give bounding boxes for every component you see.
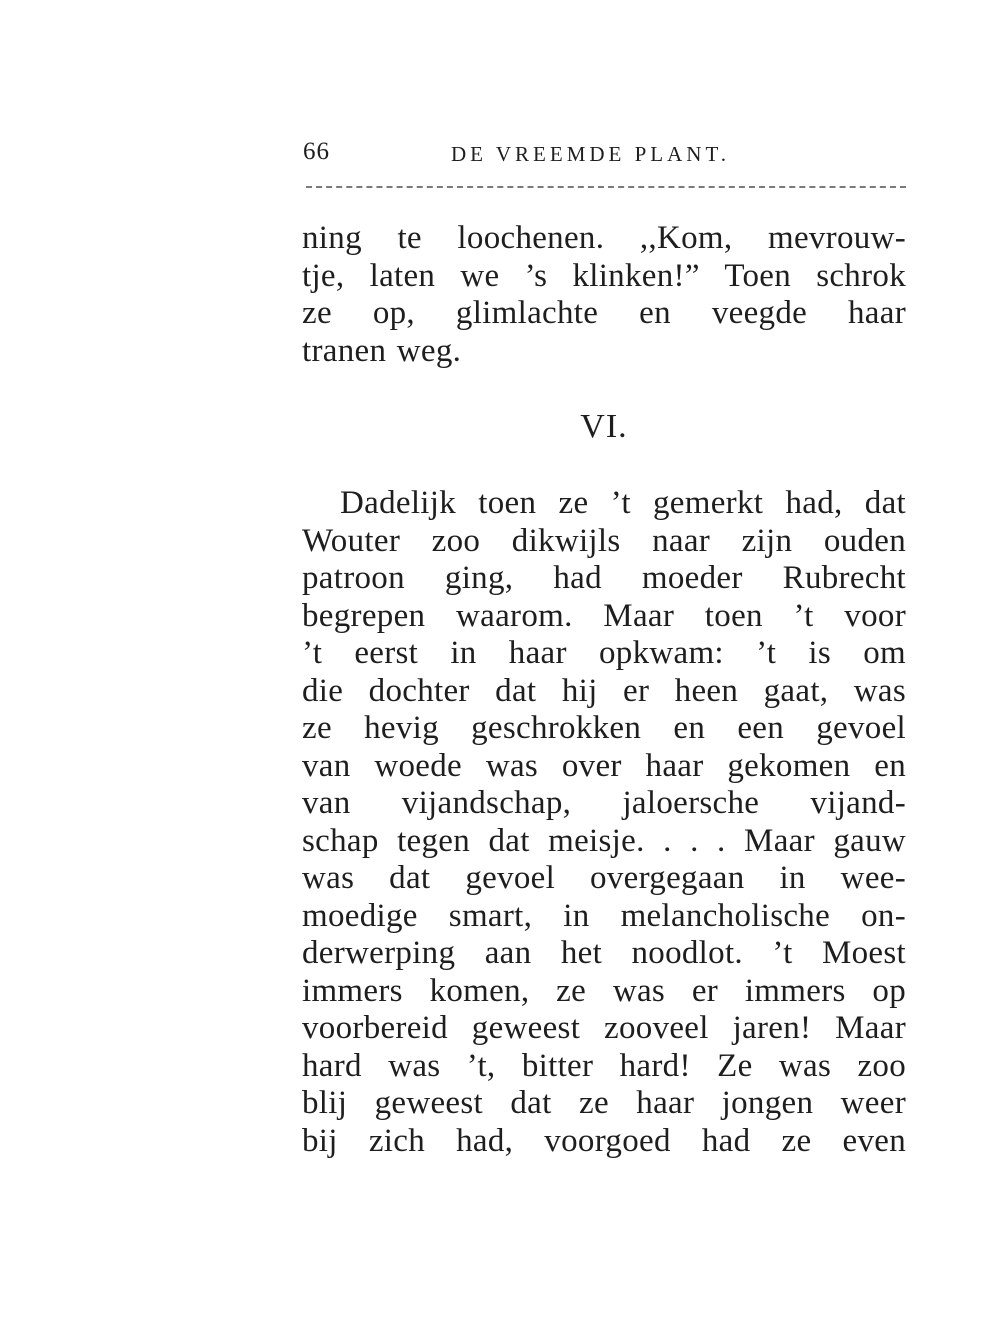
text-line: moedige smart, in melancholische on- [302, 897, 906, 934]
text-line: tranen weg. [302, 332, 462, 369]
text-line: schap tegen dat meisje. . . . Maar gauw [302, 822, 906, 859]
text-line: ning te loochenen. ,,Kom, mevrouw- [302, 220, 906, 256]
page-number: 66 [303, 138, 330, 165]
text-line: immers komen, ze was er immers op [302, 972, 906, 1009]
text-line: blij geweest dat ze haar jongen weer [302, 1085, 906, 1121]
text-line: die dochter dat hij er heen gaat, was [302, 672, 906, 709]
page-header [303, 138, 905, 174]
paragraph-continued [302, 220, 906, 370]
text-line: ze hevig geschrokken en een gevoel [302, 710, 906, 746]
chapter-heading: VI. [580, 408, 628, 445]
text-line: derwerping aan het noodlot. ’t Moest [302, 935, 906, 971]
text-line: ’t eerst in haar opkwam: ’t is om [302, 635, 906, 671]
header-rule [306, 186, 906, 188]
text-line: van woede was over haar gekomen en [302, 747, 906, 784]
paragraph-chapter-start [302, 485, 906, 1160]
text-line: Wouter zoo dikwijls naar zijn ouden [302, 522, 906, 559]
text-line: van vijandschap, jaloersche vijand- [302, 785, 906, 821]
text-line: patroon ging, had moeder Rubrecht [302, 560, 906, 596]
text-line: voorbereid geweest zooveel jaren! Maar [302, 1010, 906, 1046]
text-line: ze op, glimlachte en veegde haar [302, 295, 906, 331]
text-line: begrepen waarom. Maar toen ’t voor [302, 597, 906, 634]
text-line: Dadelijk toen ze ’t gemerkt had, dat [340, 485, 906, 521]
text-line: hard was ’t, bitter hard! Ze was zoo [302, 1047, 906, 1084]
text-line: tje, laten we ’s klinken!” Toen schrok [302, 257, 906, 294]
running-title: DE VREEMDE PLANT. [451, 142, 730, 166]
text-line: was dat gevoel overgegaan in wee- [302, 860, 906, 896]
text-line: bij zich had, voorgoed had ze even [302, 1122, 906, 1159]
